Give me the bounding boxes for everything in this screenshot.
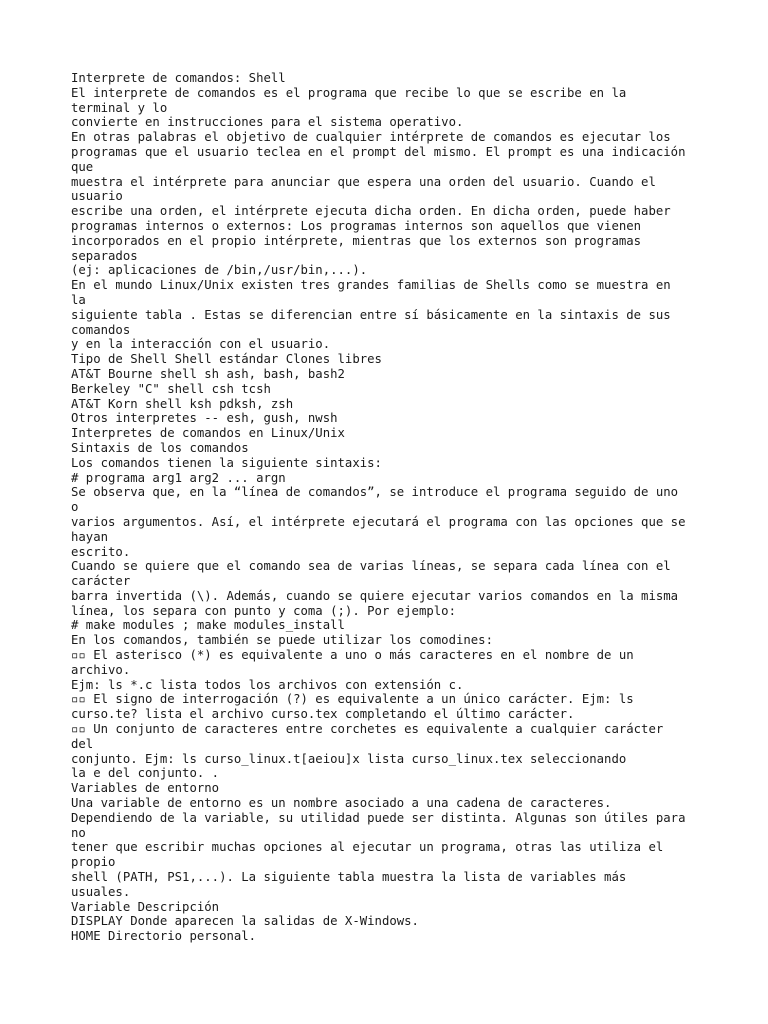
text-line: Una variable de entorno es un nombre asociado a una cadena de caracteres.: [71, 796, 612, 811]
text-line: Sintaxis de los comandos: [71, 440, 249, 455]
text-line: tener que escribir muchas opciones al ejecutar un programa, otras las utiliza el: [71, 840, 664, 855]
text-line: Berkeley "C" shell csh tcsh: [71, 381, 271, 396]
text-line: incorporados en el propio intérprete, mientras que los externos son programas: [71, 233, 642, 248]
text-line: ▫▫ El asterisco (*) es equivalente a uno o más caracteres en el nombre de un: [71, 648, 634, 663]
text-line: varios argumentos. Así, el intérprete ejecutará el programa con las opciones que se: [71, 514, 686, 529]
text-line: En el mundo Linux/Unix existen tres grandes familias de Shells como se muestra en: [71, 278, 671, 293]
text-line: escribe una orden, el intérprete ejecuta dicha orden. En dicha orden, puede haber: [71, 204, 671, 219]
text-line: ▫▫ Un conjunto de caracteres entre corchetes es equivalente a cualquier carácter: [71, 722, 664, 737]
text-line: Cuando se quiere que el comando sea de varias líneas, se separa cada línea con el: [71, 559, 671, 574]
text-line: o: [71, 500, 79, 515]
text-line: shell (PATH, PS1,...). La siguiente tabla muestra la lista de variables más: [71, 870, 627, 885]
text-line: (ej: aplicaciones de /bin,/usr/bin,...).: [71, 263, 368, 278]
text-line: Dependiendo de la variable, su utilidad puede ser distinta. Algunas son útiles para: [71, 810, 686, 825]
text-line: HOME Directorio personal.: [71, 929, 257, 944]
text-line: Interpretes de comandos en Linux/Unix: [71, 426, 345, 441]
text-line: usuales.: [71, 884, 131, 899]
text-line: convierte en instrucciones para el sistema operativo.: [71, 115, 464, 130]
text-line: En los comandos, también se puede utilizar los comodines:: [71, 633, 493, 648]
text-line: propio: [71, 855, 116, 870]
text-line: línea, los separa con punto y coma (;). Por ejemplo:: [71, 603, 456, 618]
text-line: usuario: [71, 189, 123, 204]
text-line: del: [71, 736, 94, 751]
text-line: archivo.: [71, 662, 131, 677]
text-line: AT&T Bourne shell sh ash, bash, bash2: [71, 366, 345, 381]
text-line: escrito.: [71, 544, 131, 559]
text-line: Variables de entorno: [71, 781, 220, 796]
text-line: no: [71, 825, 86, 840]
text-line: programas internos o externos: Los programas internos son aquellos que vienen: [71, 218, 642, 233]
text-line: que: [71, 159, 94, 174]
text-line: terminal y lo: [71, 100, 168, 115]
text-line: Se observa que, en la “línea de comandos”, se introduce el programa seguido de uno: [71, 485, 679, 500]
text-line: # make modules ; make modules_install: [71, 618, 345, 633]
document-page: [71, 71, 711, 944]
text-line: siguiente tabla . Estas se diferencian entre sí básicamente en la sintaxis de sus: [71, 307, 671, 322]
text-line: Otros interpretes -- esh, gush, nwsh: [71, 411, 338, 426]
text-line: programas que el usuario teclea en el prompt del mismo. El prompt es una indicación: [71, 144, 686, 159]
text-line: separados: [71, 248, 138, 263]
text-line: conjunto. Ejm: ls curso_linux.t[aeiou]x lista curso_linux.tex seleccionando: [71, 751, 627, 766]
text-line: El interprete de comandos es el programa que recibe lo que se escribe en la: [71, 85, 627, 100]
text-line: Tipo de Shell Shell estándar Clones libres: [71, 352, 382, 367]
text-line: En otras palabras el objetivo de cualquier intérprete de comandos es ejecutar los: [71, 130, 671, 145]
text-line: Los comandos tienen la siguiente sintaxis:: [71, 455, 382, 470]
text-line: # programa arg1 arg2 ... argn: [71, 470, 286, 485]
text-line: curso.te? lista el archivo curso.tex completando el último carácter.: [71, 707, 575, 722]
text-line: DISPLAY Donde aparecen la salidas de X-Windows.: [71, 914, 419, 929]
text-line: comandos: [71, 322, 131, 337]
text-line: la: [71, 292, 86, 307]
text-line: y en la interacción con el usuario.: [71, 337, 331, 352]
text-line: muestra el intérprete para anunciar que espera una orden del usuario. Cuando el: [71, 174, 656, 189]
text-line: barra invertida (\). Además, cuando se quiere ejecutar varios comandos en la misma: [71, 588, 679, 603]
text-line: AT&T Korn shell ksh pdksh, zsh: [71, 396, 294, 411]
text-line: Variable Descripción: [71, 899, 220, 914]
text-line: hayan: [71, 529, 109, 544]
text-line: la e del conjunto. .: [71, 766, 220, 781]
text-line: Interprete de comandos: Shell: [71, 71, 286, 85]
text-line: carácter: [71, 574, 131, 589]
text-line: ▫▫ El signo de interrogación (?) es equivalente a un único carácter. Ejm: ls: [71, 692, 634, 707]
text-line: Ejm: ls *.c lista todos los archivos con extensión c.: [71, 677, 464, 692]
